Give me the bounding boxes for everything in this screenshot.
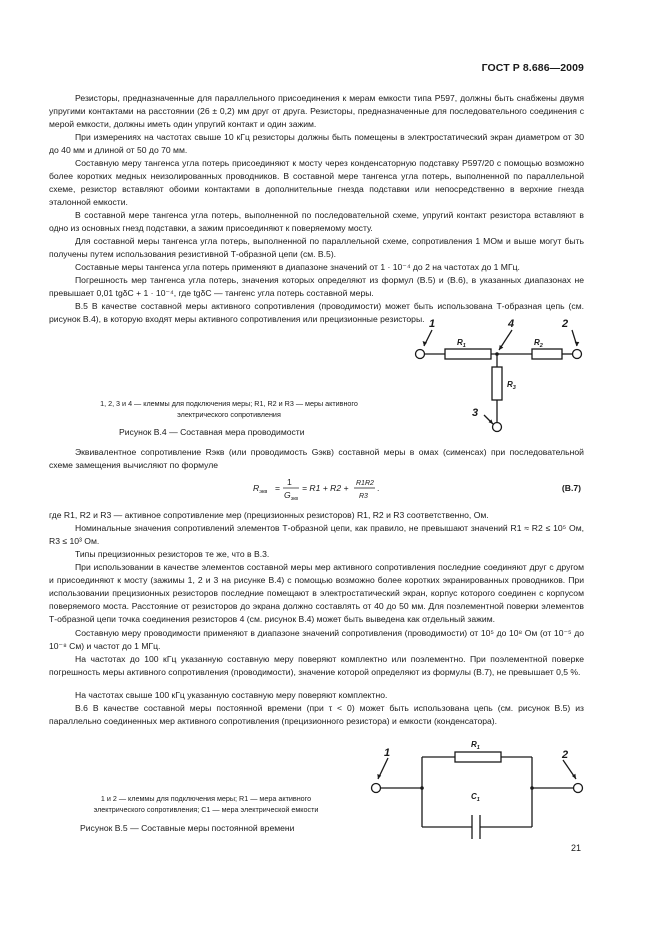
- figure-b5-caption: 1 и 2 — клеммы для подключения меры; R1 — мера активного электрического сопротивления; C1 — мера электрической емкости: [93, 794, 319, 814]
- document-header: ГОСТ Р 8.686—2009: [481, 62, 584, 74]
- figure-b4-title: Рисунок В.4 — Составная мера проводимости: [119, 427, 305, 437]
- paragraph: В составной мере тангенса угла потерь, выполненной по последовательной схеме, упругий контакт резистора вставляют в одно из основных гнезд подставки, а зажим присоединяют к поверяемому мосту.: [49, 210, 584, 234]
- label-terminal-4: 4: [508, 318, 515, 330]
- paragraph: На частотах свыше 100 кГц указанную составную меру поверяют комплектно.: [75, 690, 388, 700]
- paragraph: Резисторы, предназначенные для параллельного присоединения к мерам емкости типа Р597, должны быть снабжены двумя упругими контактами на расстоянии (26 ± 0,2) мм друг от друга. Резисторы, предназначенные для последовательного соединения с мерой емкости, должны иметь один упругий контакт и один зажим.: [49, 93, 584, 130]
- label-r1: $R_1$: [471, 740, 480, 751]
- equation-number: (В.7): [561, 483, 581, 493]
- paragraph: Погрешность мер тангенса угла потерь, значения которых определяют из формул (В.5) и (В.6), в указанных диапазонах не превышает 0,01 tgδC + 1 · 10⁻⁴, где tgδC — тангенс угла потерь составной меры.: [49, 275, 584, 299]
- svg-text:=: =: [275, 483, 281, 493]
- svg-text:.: .: [377, 483, 380, 493]
- label-terminal-3: 3: [472, 407, 479, 419]
- paragraph: Номинальные значения сопротивлений элементов Т-образной цепи, как правило, не превышают значений R1 ≈ R2 ≤ 10⁵ Ом, R3 ≤ 10³ Ом.: [49, 523, 584, 547]
- resistor-r2: [532, 349, 562, 359]
- svg-text:= R1 + R2 +: = R1 + R2 +: [302, 483, 349, 493]
- resistor-r1: [445, 349, 491, 359]
- page-number: 21: [570, 843, 581, 853]
- svg-text:1: 1: [287, 477, 292, 487]
- svg-text:R3: R3: [359, 493, 368, 500]
- terminal-3: [493, 423, 502, 432]
- label-terminal-2: 2: [562, 318, 569, 330]
- terminal-1: [372, 784, 381, 793]
- svg-text:Gэкв: $G_{экв}$: [284, 490, 299, 502]
- label-c1: $C_1$: [471, 792, 480, 803]
- paragraph: Для составной меры тангенса угла потерь, выполненной по параллельной схеме, сопротивления 1 МОм и выше могут быть получены путем использования резистивной Т-образной цепи (см. В.5).: [49, 236, 584, 260]
- label-terminal-1: 1: [429, 318, 436, 330]
- label-r1: $R_1$: [457, 338, 466, 349]
- formula-b7-math: [253, 475, 393, 509]
- paragraph: При измерениях на частотах свыше 10 кГц резисторы должны быть помещены в электростатический экран диаметром от 30 до 40 мм и длиной от 50 до 70 мм.: [49, 132, 584, 156]
- paragraph: На частотах до 100 кГц указанную составную меру поверяют комплектно или поэлементно. При поэлементной поверке погрешность меры активного сопротивления (проводимости), значение которой определяют из формулы (В.7), не превышает 0,5 %.: [49, 654, 584, 678]
- resistor-r3: [492, 367, 502, 400]
- label-terminal-2: 2: [562, 749, 569, 761]
- paragraph: Составную меру проводимости применяют в диапазоне значений сопротивления (проводимости) от 10⁵ до 10⁸ Ом (от 10⁻⁵ до 10⁻⁸ См) и частот до 1 МГц.: [49, 628, 584, 652]
- paragraph: В.6 В качестве составной меры постоянной времени (при τ < 0) может быть использована цепь (см. рисунок В.5) из параллельно соединенных мер активного сопротивления (прецизионного резистора) и емкости (конденсатора).: [49, 703, 584, 727]
- figure-b5-title: Рисунок В.5 — Составные меры постоянной времени: [80, 823, 295, 833]
- paragraph: Составные меры тангенса угла потерь применяют в диапазоне значений от 1 · 10⁻⁴ до 2 на частотах до 1 МГц.: [75, 262, 520, 272]
- paragraph: При использовании в качестве элементов составной меры мер активного сопротивления последние соединяют друг с другом и присоединяют к мосту (зажимы 1, 2 и 3 на рисунке В.4) с помощью возможно более коротких экранированных проводников. При использовании прецизионных резисторов последние помещают в электростатический экран, корпус которого соединен с корпусом поверяемого моста. Расстояние от резисторов до экрана должно составлять от 40 до 50 мм. Для поэлементной поверки элементов Т-образной цепи точка соединения резисторов 4 (см. рисунок В.4) может быть выведена как отдельный зажим.: [49, 562, 584, 625]
- figure-b4-caption: 1, 2, 3 и 4 — клеммы для подключения меры; R1, R2 и R3 — меры активного электрического сопротивления: [100, 399, 358, 419]
- terminal-2: [573, 350, 582, 359]
- figure-b4-diagram: [400, 312, 600, 444]
- svg-text:R1R2: R1R2: [356, 480, 374, 487]
- svg-text:Rэкв: $R_{экв}$: [253, 483, 268, 495]
- paragraph: Типы прецизионных резисторов те же, что в В.3.: [75, 549, 270, 559]
- paragraph: В.5 В качестве составной меры активного сопротивления (проводимости) может быть использована Т-образная цепь (см. рисунок В.4), в которую входят меры активного сопротивления или прецизионные резисторы.: [49, 301, 584, 325]
- label-r3: $R_3$: [507, 380, 516, 391]
- terminal-2: [574, 784, 583, 793]
- resistor-r1: [455, 752, 501, 762]
- paragraph: Эквивалентное сопротивление Rэкв (или проводимость Gэкв) составной меры в омах (сименсах) при последовательной схеме замещения вычисляют по формуле: [49, 447, 584, 471]
- formula-b7: [253, 475, 393, 511]
- terminal-1: [416, 350, 425, 359]
- paragraph: Составную меру тангенса угла потерь присоединяют к мосту через конденсаторную подставку Р597/20 с помощью возможно более коротких медных неизолированных проводников. В составной мере тангенса угла потерь, выполненной по параллельной схеме, резистор вставляют обоими контактами в дополнительные гнезда подставки или непосредственно в верхние гнезда эталонной емкости.: [49, 158, 584, 208]
- paragraph: где R1, R2 и R3 — активное сопротивление мер (прецизионных резисторов) R1, R2 и R3 соответственно, Ом.: [49, 510, 489, 520]
- label-r2: $R_2$: [534, 338, 543, 349]
- figure-b5-diagram: [360, 732, 592, 844]
- label-terminal-1: 1: [384, 747, 391, 759]
